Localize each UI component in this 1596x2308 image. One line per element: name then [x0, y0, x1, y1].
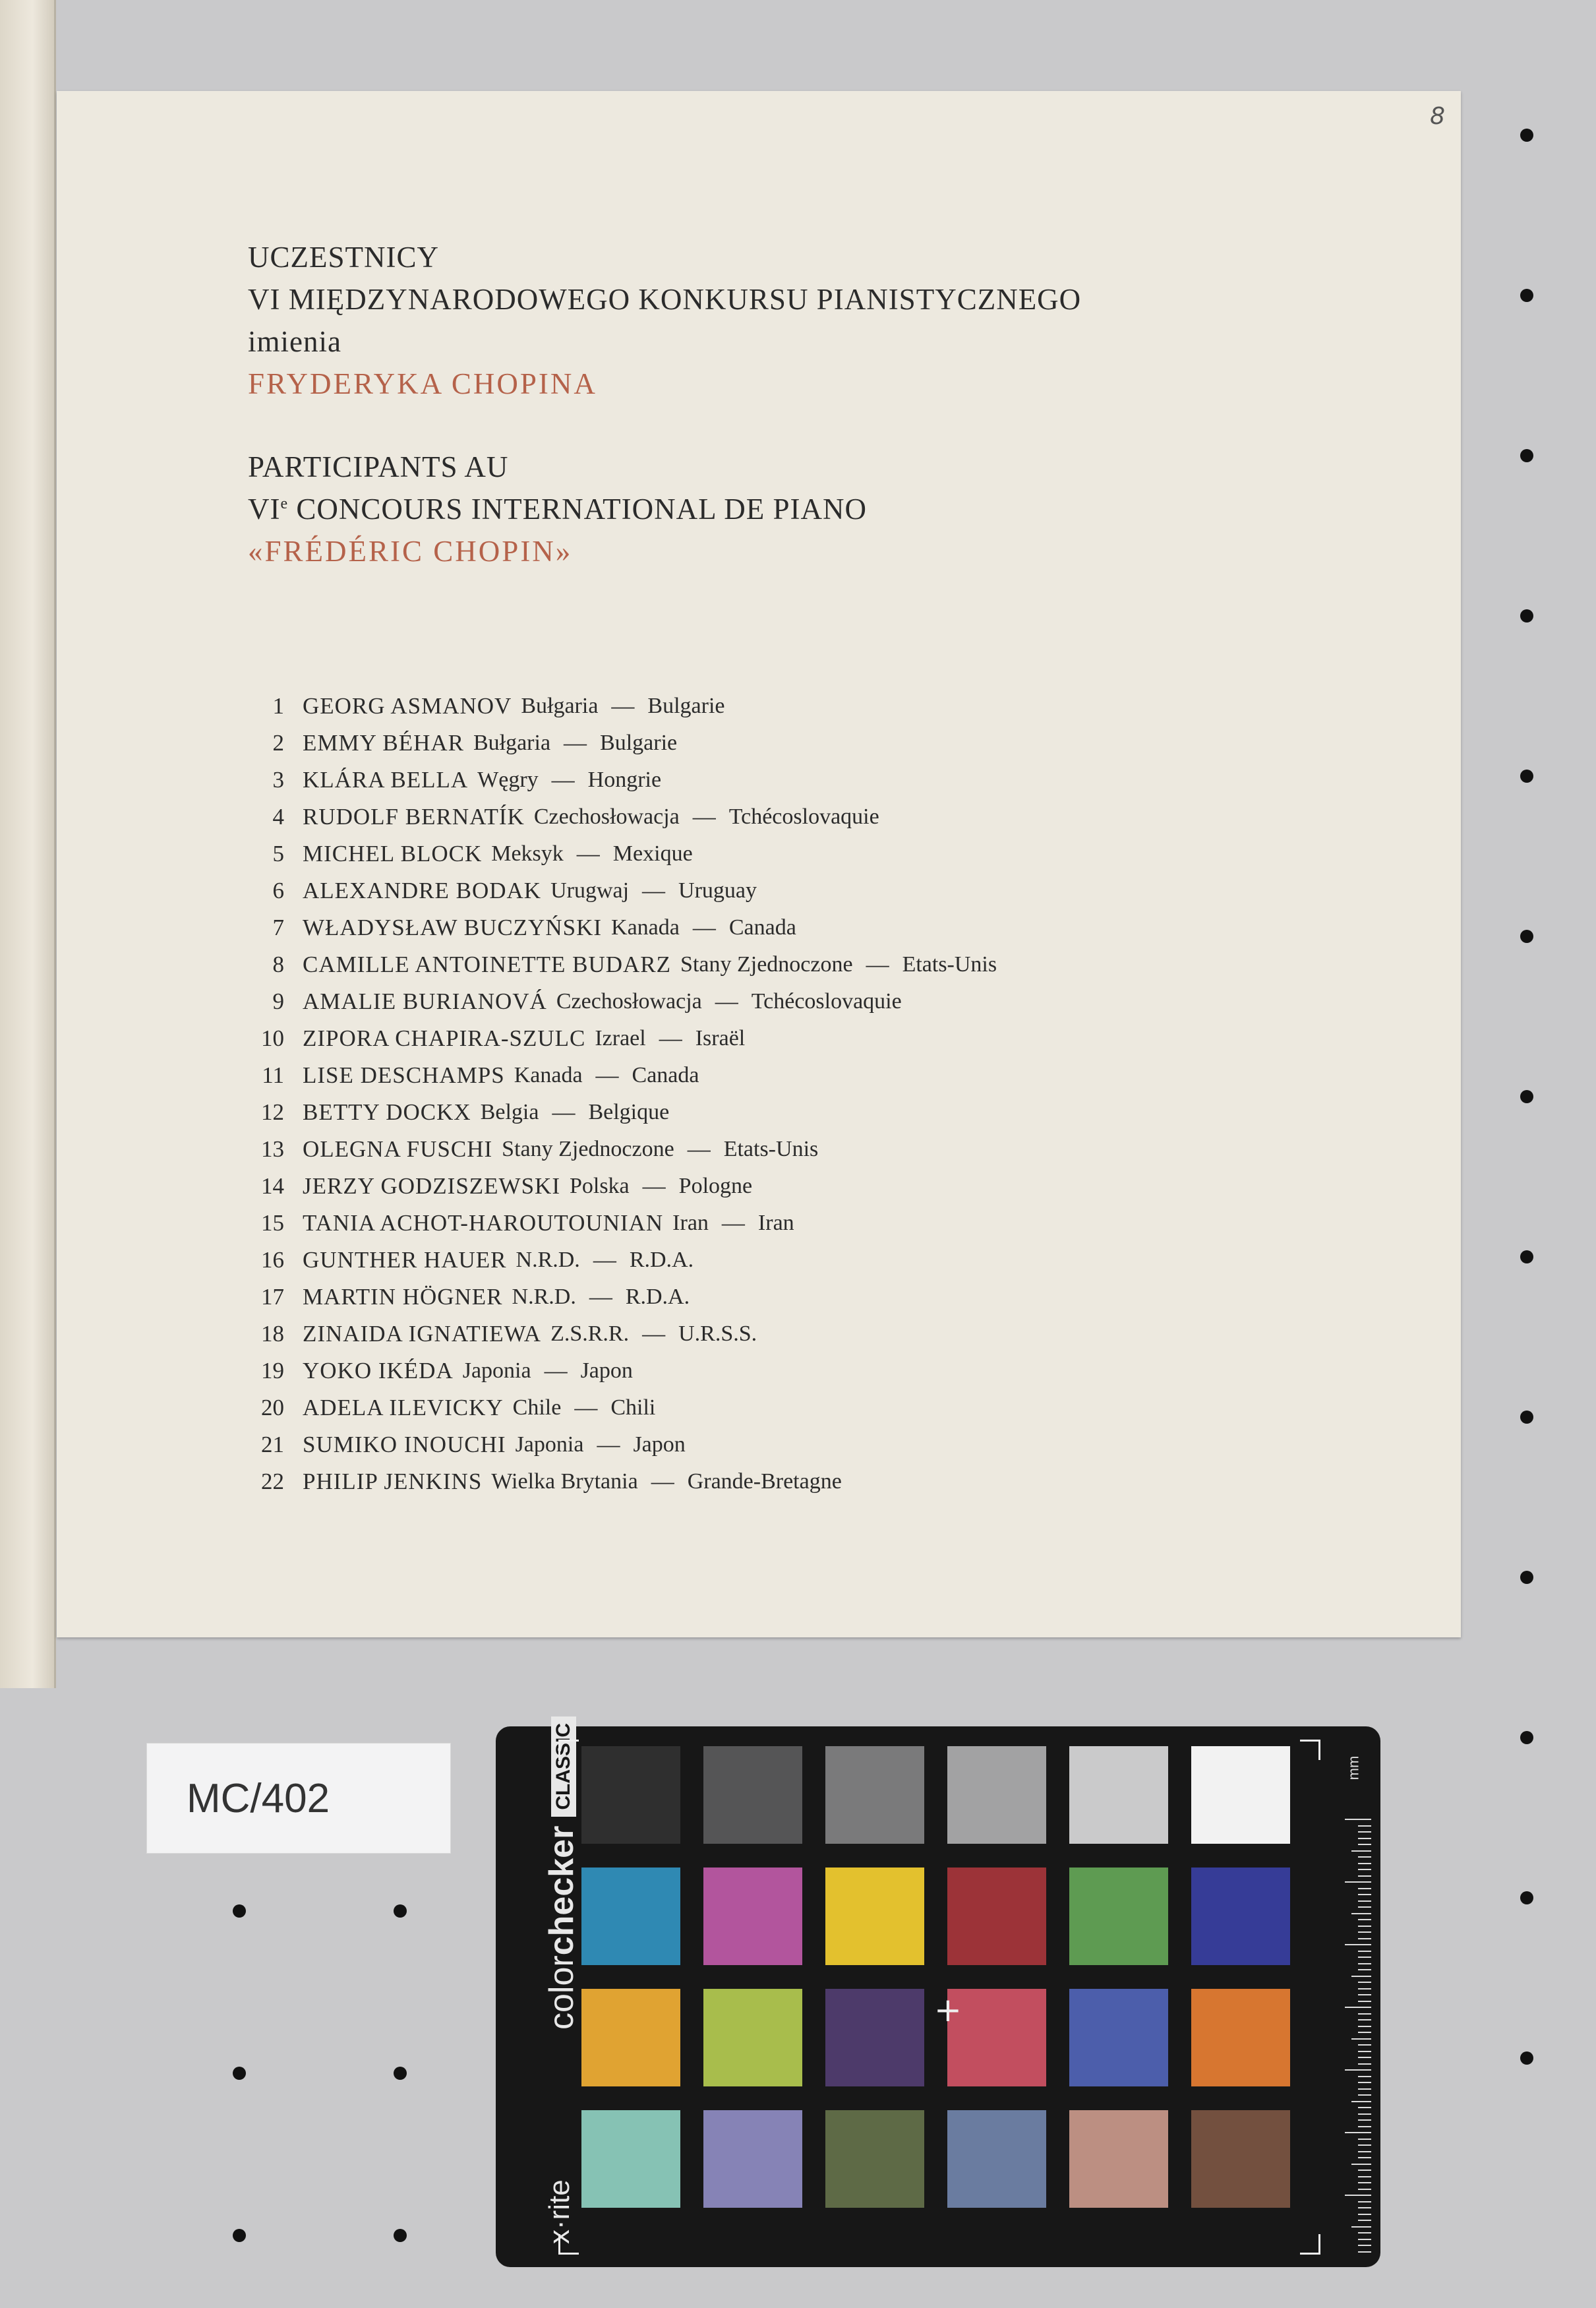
ruler-tick [1358, 1844, 1371, 1845]
participant-row [245, 725, 997, 762]
participant-number: 19 [261, 1358, 284, 1383]
ruler-tick [1358, 2107, 1371, 2108]
ruler-tick [1358, 2119, 1371, 2121]
color-patch [1191, 1868, 1290, 1965]
binder-hole [1520, 1250, 1533, 1263]
ruler-tick [1351, 2164, 1371, 2165]
participant-row [245, 835, 997, 872]
colorchecker-brand [542, 1716, 581, 2030]
participant-country-fr: Canada [728, 915, 796, 940]
participant-number: 1 [272, 693, 284, 719]
participant-number: 10 [261, 1025, 284, 1051]
participant-name: RUDOLF BERNATÍK [303, 804, 525, 830]
ruler-tick [1358, 2001, 1371, 2002]
ruler-tick [1358, 1926, 1371, 1927]
separator-dash: — [574, 1395, 598, 1420]
participant-country-fr: R.D.A. [629, 1248, 694, 1272]
color-patch [581, 1868, 680, 1965]
participant-country-fr: Bulgarie [600, 731, 678, 755]
participant-name: AMALIE BURIANOVÁ [303, 988, 547, 1014]
participant-row [245, 1168, 997, 1205]
separator-dash: — [552, 1099, 576, 1125]
color-patch [1069, 1868, 1168, 1965]
separator-dash: — [597, 1432, 620, 1457]
ruler-tick [1345, 1944, 1371, 1945]
ruler-tick [1358, 2151, 1371, 2152]
separator-dash: — [687, 1136, 711, 1162]
archive-label [146, 1743, 451, 1854]
ruler-tick [1358, 1831, 1371, 1833]
separator-dash: — [544, 1358, 568, 1383]
participant-country-fr: Grande-Bretagne [687, 1469, 842, 1494]
ruler-tick [1351, 2038, 1371, 2040]
ruler-tick [1345, 2132, 1371, 2133]
participant-country-pl: Bułgaria [473, 731, 551, 755]
color-patch [825, 1989, 924, 2086]
ruler-tick [1358, 1931, 1371, 1933]
color-patch [947, 2110, 1046, 2208]
participant-country-fr: Iran [757, 1211, 794, 1235]
binder-hole [1520, 1891, 1533, 1904]
ruler-tick [1358, 1969, 1371, 1970]
separator-dash: — [589, 1284, 612, 1310]
ruler-tick [1358, 2232, 1371, 2233]
participant-row [245, 1389, 997, 1426]
edition-badge: CLASSIC [551, 1716, 576, 1817]
archive-label-text: MC/402 [187, 1775, 330, 1821]
heading-fr-line1: PARTICIPANTS AU [248, 450, 509, 483]
ruler-tick [1358, 1957, 1371, 1958]
participant-country-pl: Iran [672, 1211, 709, 1235]
participant-name: GUNTHER HAUER [303, 1247, 507, 1273]
separator-dash: — [866, 952, 889, 977]
separator-dash: — [642, 1321, 666, 1347]
participant-name: TANIA ACHOT-HAROUTOUNIAN [303, 1210, 664, 1236]
color-patch [581, 1989, 680, 2086]
participant-country-pl: Wielka Brytania [491, 1469, 638, 1494]
ruler-tick [1358, 1894, 1371, 1895]
participant-row [245, 1352, 997, 1389]
color-patch [1191, 2110, 1290, 2208]
ruler-tick [1345, 2195, 1371, 2196]
heading-pl-line1: UCZESTNICY [248, 241, 439, 274]
corner-mark-tl [558, 1740, 579, 1760]
participant-row [245, 1316, 997, 1352]
participant-number: 6 [272, 878, 284, 903]
heading-pl-line3: imienia [248, 325, 341, 358]
color-patch [947, 1989, 1046, 2086]
participant-country-pl: Stany Zjednoczone [502, 1137, 674, 1161]
participant-name: KLÁRA BELLA [303, 767, 469, 793]
color-patch [825, 1868, 924, 1965]
participant-number: 13 [261, 1136, 284, 1162]
heading-fr-line3: «FRÉDÉRIC CHOPIN» [248, 535, 573, 568]
participant-country-pl: Czechosłowacja [533, 805, 680, 829]
ruler-tick [1358, 2126, 1371, 2127]
ruler-tick [1358, 1963, 1371, 1964]
ruler-tick [1358, 2113, 1371, 2115]
participant-country-pl: Japonia [462, 1358, 531, 1383]
participant-country-fr: Bulgarie [647, 694, 725, 718]
color-patch [1191, 1989, 1290, 2086]
separator-dash: — [642, 1173, 666, 1199]
participant-name: BETTY DOCKX [303, 1099, 471, 1125]
separator-dash: — [595, 1062, 619, 1088]
participant-row [245, 1020, 997, 1057]
participant-name: MARTIN HÖGNER [303, 1284, 503, 1310]
ruler-tick [1358, 2082, 1371, 2083]
xrite-text: x·rite [543, 2179, 576, 2244]
ruler-tick [1358, 1856, 1371, 1858]
ruler-tick [1358, 2182, 1371, 2183]
participant-number: 4 [272, 804, 284, 830]
participant-row [245, 1279, 997, 1316]
corner-mark-tr [1300, 1740, 1320, 1760]
participant-number: 15 [261, 1210, 284, 1236]
color-patch [947, 1746, 1046, 1844]
ruler-tick [1358, 2076, 1371, 2077]
ruler-tick [1358, 2245, 1371, 2246]
ruler-tick [1358, 2170, 1371, 2171]
participant-row [245, 1205, 997, 1242]
ruler-tick [1358, 2013, 1371, 2015]
participant-country-pl: Meksyk [491, 841, 564, 866]
participant-number: 9 [272, 988, 284, 1014]
ruler-tick [1351, 1913, 1371, 1914]
heading-pl-line4: FRYDERYKA CHOPINA [248, 367, 597, 400]
separator-dash: — [611, 693, 635, 719]
participant-country-pl: Bułgaria [521, 694, 599, 718]
participant-row [245, 799, 997, 835]
participant-country-fr: Pologne [678, 1174, 753, 1198]
ruler-tick [1358, 1988, 1371, 1989]
ruler-tick [1358, 2157, 1371, 2158]
heading-fr-line2 [248, 488, 867, 530]
ruler-tick [1345, 1819, 1371, 1820]
ruler-tick [1358, 2189, 1371, 2190]
participant-number: 11 [262, 1062, 284, 1088]
color-patch [703, 1746, 802, 1844]
participant-row [245, 983, 997, 1020]
separator-dash: — [551, 767, 575, 793]
ruler-tick [1358, 2220, 1371, 2221]
participant-name: OLEGNA FUSCHI [303, 1136, 493, 1162]
participant-number: 18 [261, 1321, 284, 1347]
color-patch [581, 1746, 680, 1844]
participant-name: ZINAIDA IGNATIEWA [303, 1321, 542, 1347]
ruler-tick [1358, 1938, 1371, 1939]
ruler-tick [1358, 2251, 1371, 2253]
participant-number: 22 [261, 1469, 284, 1494]
ruler-tick [1358, 2214, 1371, 2215]
participant-number: 21 [261, 1432, 284, 1457]
participant-country-pl: Izrael [595, 1026, 646, 1050]
participant-country-fr: Japon [633, 1432, 686, 1457]
participant-country-fr: Israël [695, 1026, 746, 1050]
participant-country-pl: Kanada [514, 1063, 583, 1087]
color-patch [947, 1868, 1046, 1965]
participant-number: 8 [272, 952, 284, 977]
participant-number: 5 [272, 841, 284, 866]
ruler-tick [1358, 2019, 1371, 2020]
ruler-tick [1358, 1900, 1371, 1902]
participant-row [245, 909, 997, 946]
participant-row [245, 688, 997, 725]
ruler-tick [1345, 2007, 1371, 2008]
participant-name: WŁADYSŁAW BUCZYŃSKI [303, 915, 603, 940]
participant-number: 14 [261, 1173, 284, 1199]
participant-country-pl: N.R.D. [512, 1285, 576, 1309]
participant-country-pl: Urugwaj [550, 878, 630, 903]
separator-dash: — [564, 730, 587, 756]
binder-hole [394, 1904, 407, 1918]
participant-name: PHILIP JENKINS [303, 1469, 483, 1494]
separator-dash: — [721, 1210, 745, 1236]
binder-hole [1520, 609, 1533, 623]
participant-country-fr: Hongrie [587, 768, 662, 792]
participant-country-fr: Tchécoslovaquie [728, 805, 879, 829]
binder-hole [1520, 2051, 1533, 2065]
participant-country-fr: Uruguay [678, 878, 757, 903]
ruler-tick [1358, 2051, 1371, 2052]
participant-country-pl: Chile [512, 1395, 562, 1420]
ruler-tick [1358, 1838, 1371, 1839]
participant-row [245, 1426, 997, 1463]
ruler-tick [1358, 2057, 1371, 2058]
participant-country-fr: U.R.S.S. [678, 1321, 757, 1346]
crosshair-icon: + [934, 1991, 962, 2029]
participant-name: YOKO IKÉDA [303, 1358, 454, 1383]
participant-country-fr: Etats-Unis [902, 952, 997, 977]
ruler-tick [1358, 1888, 1371, 1889]
mm-ruler [1338, 1746, 1371, 2247]
corner-mark-bl [558, 2234, 579, 2255]
ruler-unit: mm [1345, 1755, 1362, 1780]
participant-row [245, 1057, 997, 1094]
color-patch [1069, 1989, 1168, 2086]
participant-row [245, 1463, 997, 1500]
participant-number: 20 [261, 1395, 284, 1420]
ruler-tick [1358, 1863, 1371, 1864]
color-patch [825, 1746, 924, 1844]
participant-country-fr: R.D.A. [625, 1285, 690, 1309]
heading-pl-line2: VI MIĘDZYNARODOWEGO KONKURSU PIANISTYCZNEGO [248, 283, 1082, 316]
book-cover-edge [0, 0, 56, 1688]
participant-row [245, 946, 997, 983]
separator-dash: — [659, 1025, 682, 1051]
ruler-tick [1358, 2201, 1371, 2202]
participant-country-pl: Węgry [477, 768, 539, 792]
binder-hole [394, 2067, 407, 2080]
separator-dash: — [715, 988, 738, 1014]
separator-dash: — [593, 1247, 616, 1273]
participant-list [245, 688, 997, 1500]
participant-name: ADELA ILEVICKY [303, 1395, 504, 1420]
corner-mark-br [1300, 2234, 1320, 2255]
document-page [57, 91, 1461, 1637]
ruler-tick [1358, 1994, 1371, 1995]
participant-name: ALEXANDRE BODAK [303, 878, 542, 903]
binder-hole [1520, 930, 1533, 943]
participant-number: 12 [261, 1099, 284, 1125]
brand-light-text: color [543, 1955, 581, 2030]
ruler-tick [1358, 2088, 1371, 2090]
heading-fr-roman: VI [248, 493, 281, 526]
participant-name: CAMILLE ANTOINETTE BUDARZ [303, 952, 672, 977]
ruler-tick [1358, 1825, 1371, 1827]
binder-hole [1520, 1731, 1533, 1744]
binder-hole [1520, 770, 1533, 783]
participant-country-pl: Polska [569, 1174, 630, 1198]
ruler-tick [1358, 1951, 1371, 1952]
binder-hole [1520, 289, 1533, 302]
ruler-tick [1358, 2026, 1371, 2027]
color-patch [1069, 2110, 1168, 2208]
participant-row [245, 1242, 997, 1279]
binder-hole [233, 1904, 246, 1918]
participant-name: SUMIKO INOUCHI [303, 1432, 506, 1457]
participant-country-fr: Belgique [588, 1100, 670, 1124]
participant-country-pl: Belgia [480, 1100, 539, 1124]
brand-bold-text: checker [543, 1825, 581, 1956]
color-patch [703, 2110, 802, 2208]
participant-country-fr: Etats-Unis [723, 1137, 819, 1161]
ruler-tick [1358, 2207, 1371, 2208]
ruler-tick [1358, 2239, 1371, 2240]
participant-country-fr: Canada [632, 1063, 699, 1087]
ruler-tick [1358, 2139, 1371, 2140]
separator-dash: — [642, 878, 666, 903]
participant-number: 16 [261, 1247, 284, 1273]
binder-hole [233, 2229, 246, 2242]
heading-fr-sup: e [280, 495, 289, 512]
ruler-tick [1358, 2063, 1371, 2065]
participant-number: 7 [272, 915, 284, 940]
participant-country-fr: Chili [610, 1395, 656, 1420]
binder-hole [1520, 1411, 1533, 1424]
participant-country-pl: Z.S.R.R. [550, 1321, 630, 1346]
binder-hole [233, 2067, 246, 2080]
participant-country-pl: Kanada [611, 915, 680, 940]
participant-number: 17 [261, 1284, 284, 1310]
participant-row [245, 1094, 997, 1131]
participant-country-fr: Mexique [612, 841, 693, 866]
participant-name: EMMY BÉHAR [303, 730, 464, 756]
ruler-tick [1351, 2226, 1371, 2228]
participant-country-fr: Tchécoslovaquie [751, 989, 902, 1014]
color-patch [703, 1989, 802, 2086]
participant-row [245, 872, 997, 909]
ruler-tick [1351, 1850, 1371, 1852]
ruler-tick [1358, 1982, 1371, 1983]
page-number: 8 [1430, 103, 1445, 130]
separator-dash: — [576, 841, 600, 866]
ruler-tick [1345, 2069, 1371, 2071]
ruler-tick [1351, 2101, 1371, 2102]
participant-country-fr: Japon [580, 1358, 633, 1383]
color-patch [1191, 1746, 1290, 1844]
separator-dash: — [692, 804, 716, 830]
participant-country-pl: Czechosłowacja [556, 989, 702, 1014]
participant-name: ZIPORA CHAPIRA-SZULC [303, 1025, 586, 1051]
participant-row [245, 762, 997, 799]
participant-name: JERZY GODZISZEWSKI [303, 1173, 560, 1199]
color-checker-card [496, 1722, 1380, 2267]
ruler-tick [1358, 2094, 1371, 2096]
ruler-tick [1358, 2044, 1371, 2046]
color-patch [581, 2110, 680, 2208]
ruler-tick [1358, 2176, 1371, 2177]
ruler-tick [1358, 2032, 1371, 2033]
participant-number: 3 [272, 767, 284, 793]
heading-fr-rest: CONCOURS INTERNATIONAL DE PIANO [288, 493, 867, 526]
ruler-tick [1358, 1869, 1371, 1870]
ruler-tick [1351, 1976, 1371, 1977]
participant-country-pl: N.R.D. [516, 1248, 580, 1272]
binder-hole [1520, 1090, 1533, 1103]
separator-dash: — [692, 915, 716, 940]
participant-name: LISE DESCHAMPS [303, 1062, 505, 1088]
ruler-tick [1358, 2144, 1371, 2146]
participant-name: GEORG ASMANOV [303, 693, 512, 719]
separator-dash: — [651, 1469, 674, 1494]
binder-hole [394, 2229, 407, 2242]
binder-hole [1520, 449, 1533, 462]
ruler-tick [1345, 1881, 1371, 1883]
color-patch [703, 1868, 802, 1965]
participant-row [245, 1131, 997, 1168]
binder-hole [1520, 129, 1533, 142]
participant-country-pl: Stany Zjednoczone [680, 952, 853, 977]
color-patch [1069, 1746, 1168, 1844]
participant-number: 2 [272, 730, 284, 756]
color-patch [825, 2110, 924, 2208]
ruler-tick [1358, 1919, 1371, 1920]
ruler-tick [1358, 1875, 1371, 1877]
binder-hole [1520, 1571, 1533, 1584]
ruler-tick [1358, 1906, 1371, 1908]
participant-country-pl: Japonia [515, 1432, 584, 1457]
participant-name: MICHEL BLOCK [303, 841, 483, 866]
